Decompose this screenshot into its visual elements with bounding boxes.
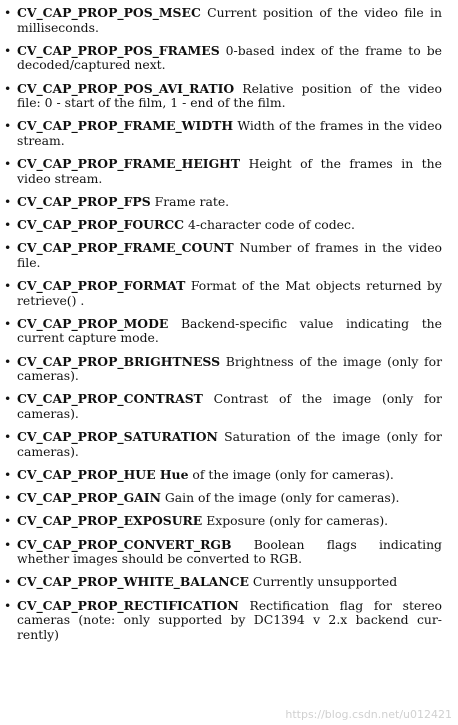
property-name: CV_CAP_PROP_POS_MSEC bbox=[17, 5, 201, 20]
list-item bbox=[0, 82, 458, 111]
bullet: • bbox=[4, 574, 12, 590]
property-name: CV_CAP_PROP_RECTIFICATION bbox=[17, 597, 239, 613]
property-name: CV_CAP_PROP_GAIN bbox=[17, 490, 161, 506]
bullet: • bbox=[4, 156, 12, 172]
bullet: • bbox=[4, 391, 12, 407]
list-item bbox=[0, 195, 458, 210]
document-page bbox=[0, 6, 458, 651]
bullet: • bbox=[4, 466, 12, 482]
list-item bbox=[0, 317, 458, 346]
property-description: 4-character code of codec. bbox=[187, 217, 355, 233]
property-description: of the image (only for cameras). bbox=[192, 466, 394, 482]
bullet: • bbox=[4, 513, 12, 529]
list-item bbox=[0, 119, 458, 148]
bullet: • bbox=[4, 5, 12, 20]
property-description: Currently unsupported bbox=[252, 574, 398, 590]
property-description: Frame rate. bbox=[154, 193, 230, 209]
property-name: CV_CAP_PROP_FPS bbox=[17, 193, 151, 209]
property-description: Format of the Mat objects returned by retrieve() . bbox=[17, 278, 442, 308]
bullet: • bbox=[4, 429, 12, 445]
list-item bbox=[0, 430, 458, 459]
bullet: • bbox=[4, 217, 12, 233]
bullet: • bbox=[4, 353, 12, 369]
list-item bbox=[0, 44, 458, 73]
bullet: • bbox=[4, 240, 12, 256]
property-name: CV_CAP_PROP_CONTRAST bbox=[17, 391, 203, 407]
list-item bbox=[0, 514, 458, 529]
property-description: Current position of the video file in milliseconds. bbox=[17, 5, 442, 35]
property-description: 0-based index of the frame to be decoded/captured next. bbox=[17, 42, 442, 73]
bullet: • bbox=[4, 193, 12, 209]
list-item bbox=[0, 241, 458, 270]
property-description: Rectification flag for stereo cameras (note: only supported by DC1394 v 2.x backend cur-rently) bbox=[17, 597, 442, 642]
property-name: CV_CAP_PROP_FORMAT bbox=[17, 278, 186, 294]
property-description: Backend-specific value indicating the current capture mode. bbox=[17, 315, 442, 346]
list-item bbox=[0, 575, 458, 590]
property-description: Brightness of the image (only for cameras). bbox=[17, 353, 442, 384]
property-name: CV_CAP_PROP_MODE bbox=[17, 315, 169, 331]
property-name: CV_CAP_PROP_POS_FRAMES bbox=[17, 42, 220, 58]
bullet: • bbox=[4, 490, 12, 506]
list-item bbox=[0, 491, 458, 506]
list-item bbox=[0, 392, 458, 421]
property-description: Saturation of the image (only for cameras). bbox=[17, 429, 442, 459]
property-description: Relative position of the video file: 0 - start of the film, 1 - end of the film. bbox=[17, 80, 442, 111]
property-name: CV_CAP_PROP_WHITE_BALANCE bbox=[17, 574, 249, 590]
bullet: • bbox=[4, 315, 12, 331]
property-name: CV_CAP_PROP_SATURATION bbox=[17, 429, 218, 445]
property-description: Exposure (only for cameras). bbox=[206, 513, 389, 529]
property-name: CV_CAP_PROP_EXPOSURE bbox=[17, 513, 203, 529]
list-item bbox=[0, 6, 458, 35]
property-description: Width of the frames in the video stream. bbox=[17, 118, 442, 148]
list-item bbox=[0, 538, 458, 567]
list-item bbox=[0, 279, 458, 308]
bullet: • bbox=[4, 536, 12, 552]
property-description: Boolean flags indicating whether images should be converted to RGB. bbox=[17, 536, 442, 567]
property-list bbox=[0, 6, 458, 642]
property-description: Gain of the image (only for cameras). bbox=[164, 490, 400, 506]
property-name: CV_CAP_PROP_FRAME_WIDTH bbox=[17, 118, 234, 134]
property-name: CV_CAP_PROP_CONVERT_RGB bbox=[17, 536, 232, 552]
property-name: CV_CAP_PROP_FRAME_COUNT bbox=[17, 240, 234, 256]
list-item bbox=[0, 468, 458, 483]
property-name: CV_CAP_PROP_BRIGHTNESS bbox=[17, 353, 221, 369]
list-item bbox=[0, 218, 458, 233]
bullet: • bbox=[4, 597, 12, 613]
watermark: https://blog.csdn.net/u012421 bbox=[285, 708, 452, 721]
property-description: Height of the frames in the video stream. bbox=[17, 156, 442, 186]
property-name: CV_CAP_PROP_FOURCC bbox=[17, 217, 184, 233]
list-item bbox=[0, 157, 458, 186]
property-description: Contrast of the image (only for cameras). bbox=[17, 391, 442, 421]
bullet: • bbox=[4, 42, 12, 58]
property-name: CV_CAP_PROP_HUE Hue bbox=[17, 466, 189, 482]
bullet: • bbox=[4, 118, 12, 134]
list-item bbox=[0, 355, 458, 384]
property-name: CV_CAP_PROP_FRAME_HEIGHT bbox=[17, 156, 241, 172]
property-description: Number of frames in the video file. bbox=[17, 240, 442, 270]
bullet: • bbox=[4, 80, 12, 96]
property-name: CV_CAP_PROP_POS_AVI_RATIO bbox=[17, 80, 235, 96]
list-item bbox=[0, 599, 458, 643]
bullet: • bbox=[4, 278, 12, 294]
